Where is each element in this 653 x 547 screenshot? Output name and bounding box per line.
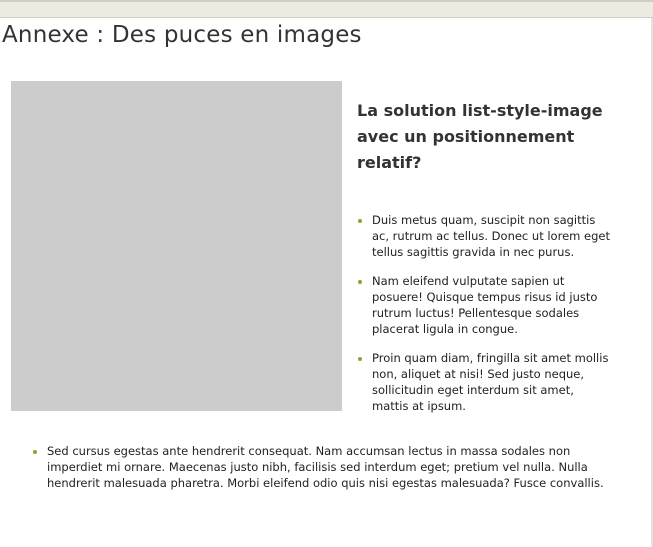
list-item-text: Sed cursus egestas ante hendrerit consequat. Nam accumsan lectus in massa sodales non imperdiet mi ornare. Maecenas justo nibh, facilisis sed interdum eget; pretium vel nulla. Nulla hendrerit malesuada pharetra. Morbi eleifend odio quis nisi egestas malesuada? Fusce convallis. <box>47 444 604 490</box>
list-item-text: Proin quam diam, fringilla sit amet mollis non, aliquet at nisi! Sed justo neque, sollicitudin eget interdum sit amet, mattis at ipsum. <box>372 351 609 413</box>
placeholder-image <box>11 81 342 411</box>
section-heading: La solution list-style-image avec un positionnement relatif? <box>357 101 603 172</box>
browser-toolbar-edge <box>0 0 653 18</box>
list-item <box>372 273 612 337</box>
bullet-icon <box>33 450 37 454</box>
bullet-icon <box>358 219 362 223</box>
side-bullet-list <box>372 212 612 427</box>
bullet-icon <box>358 280 362 284</box>
bullet-icon <box>358 357 362 361</box>
list-item-text: Nam eleifend vulputate sapien ut posuere! Quisque tempus risus id justo rutrum luctus! Pellentesque sodales placerat ligula in congue. <box>372 274 598 336</box>
list-item <box>372 212 612 260</box>
list-item <box>47 443 627 491</box>
list-item-text: Duis metus quam, suscipit non sagittis ac, rutrum ac tellus. Donec ut lorem eget tellus sagittis gravida in nec purus. <box>372 213 610 259</box>
page-title: Annexe : Des puces en images <box>2 22 362 48</box>
bottom-bullet-list <box>47 443 627 491</box>
list-item <box>372 350 612 414</box>
